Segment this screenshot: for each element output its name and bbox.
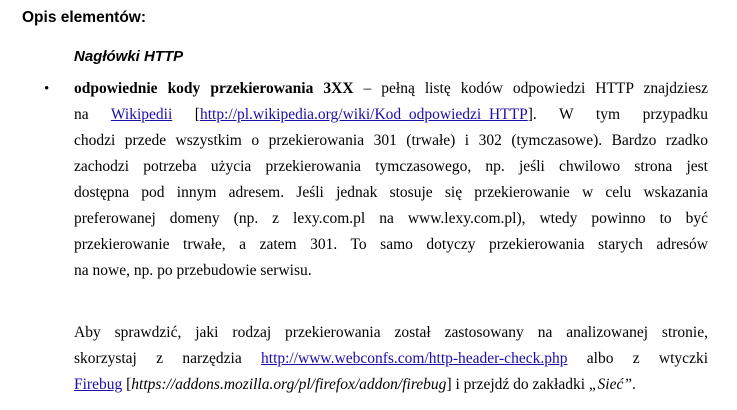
p1-line-7: przekierowanie trwałe, a zatem 301. To samo dotyczy przekierowania starych adresów <box>74 236 708 253</box>
redirect-codes-paragraph <box>74 76 708 284</box>
p1-line-5: dostępna pod innym adresem. Jeśli jednak stosuje się przekierowanie w celu wskazania <box>74 184 708 201</box>
p2-line-2 <box>74 346 708 372</box>
p1-line-8: na nowe, np. po przebudowie serwisu. <box>74 262 312 279</box>
p2-line-3 <box>74 372 708 398</box>
section-heading: Opis elementów: <box>22 9 147 26</box>
p2-text: ] i przejdź do zakładki <box>446 376 589 393</box>
p2-text: [ <box>122 376 132 393</box>
network-tab-name: „Sieć” <box>588 376 632 393</box>
p1-line-2 <box>74 102 708 128</box>
check-redirect-paragraph <box>74 320 708 398</box>
p1-line-3: chodzi przede wszystkim o przekierowania 301 (trwałe) i 302 (tymczasowe). Bardzo rzadko <box>74 132 708 149</box>
subheading-http-headers: Nagłówki HTTP <box>74 48 184 65</box>
p1-text: – pełną listę kodów odpowiedzi HTTP znajdziesz <box>353 80 708 97</box>
p1-line-1 <box>74 76 708 102</box>
webconfs-link[interactable]: http://www.webconfs.com/http-header-check.php <box>261 350 568 367</box>
wikipedia-link[interactable]: Wikipedii <box>110 106 173 123</box>
p1-line-4: zachodzi potrzeba użycia przekierowania tymczasowego, np. jeśli chwilowo strona jest <box>74 158 708 175</box>
firebug-link[interactable]: Firebug <box>74 376 123 393</box>
redirect-codes-lead: odpowiednie kody przekierowania 3XX <box>74 80 354 97</box>
wikipedia-url-link[interactable]: http://pl.wikipedia.org/wiki/Kod_odpowiedzi_HTTP <box>199 106 528 123</box>
p1-text: [ <box>172 106 200 123</box>
firebug-url-text: https://addons.mozilla.org/pl/firefox/addon/firebug <box>131 376 447 393</box>
bullet-marker: • <box>44 81 50 97</box>
p1-text: na <box>74 106 111 123</box>
p2-line-1: Aby sprawdzić, jaki rodzaj przekierowania został zastosowany na analizowanej stronie, <box>74 324 708 341</box>
p2-text: albo z wtyczki <box>567 350 708 367</box>
p2-text: skorzystaj z narzędzia <box>74 350 262 367</box>
p1-text: ]. W tym przypadku <box>527 106 708 123</box>
p1-line-6: preferowanej domeny (np. z lexy.com.pl na www.lexy.com.pl), wtedy powinno to być <box>74 210 708 227</box>
p2-text: . <box>631 376 636 393</box>
